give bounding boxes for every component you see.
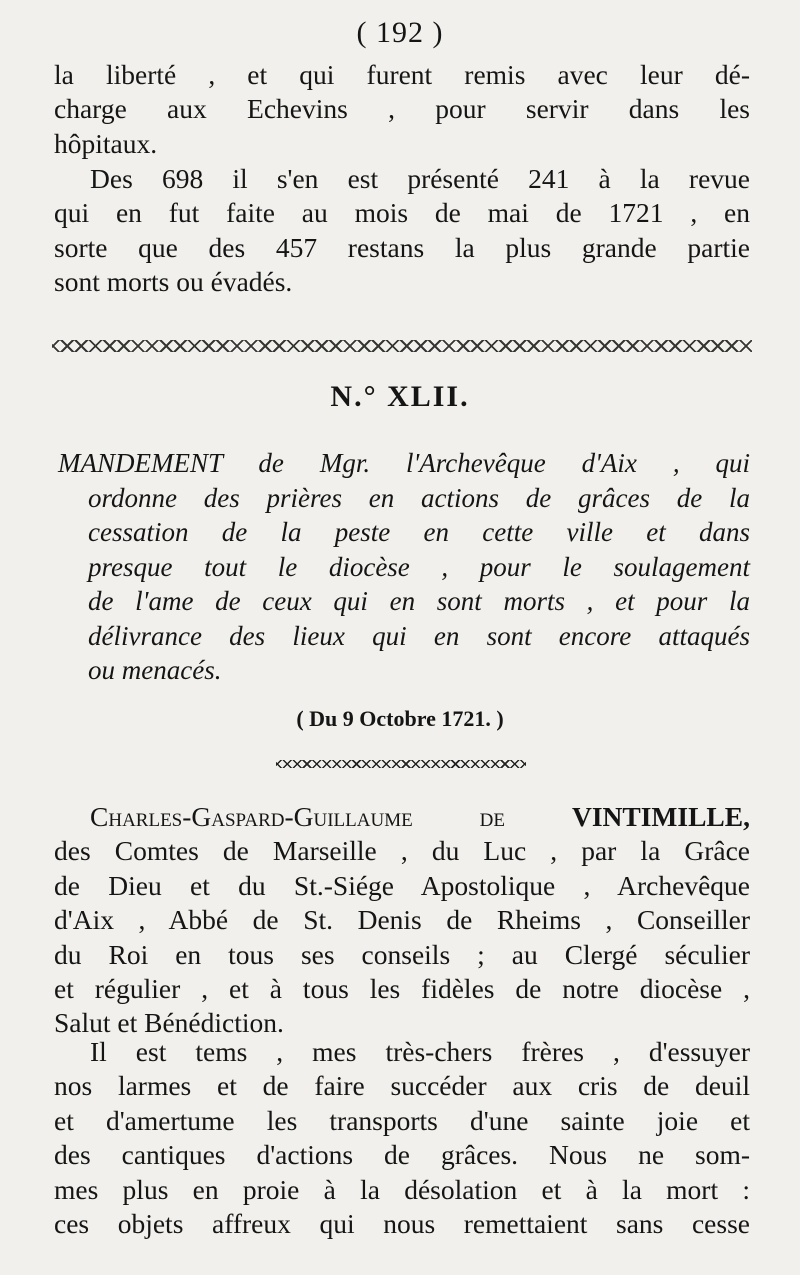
text-line: Des 698 il s'en est présenté 241 à la revue (90, 163, 750, 194)
continued-paragraph (54, 58, 750, 161)
heading-line: MANDEMENT de Mgr. l'Archevêque d'Aix , qui (58, 448, 750, 478)
heading-line: ordonne des prières en actions de grâces de la (88, 482, 750, 513)
text-line: sont morts ou évadés. (54, 266, 293, 298)
text-line: et d'amertume les transports d'une sainte joie et (54, 1104, 750, 1136)
text-line: d'Aix , Abbé de St. Denis de Rheims , Conseiller (54, 904, 750, 936)
mandate-name: Charles-Gaspard-Guillaume de (90, 801, 505, 832)
body-paragraph (54, 1035, 750, 1241)
text-line: hôpitaux. (54, 127, 158, 159)
text-line: mes plus en proie à la désolation et à la mort : (54, 1173, 750, 1205)
text-line: nos larmes et de faire succéder aux cris de deuil (54, 1070, 750, 1102)
text-line: du Roi en tous ses conseils ; au Clergé séculier (54, 938, 750, 970)
text-line: la liberté , et qui furent remis avec leur dé- (54, 59, 750, 90)
mandate-surname: VINTIMILLE, (571, 801, 750, 832)
date-line: ( Du 9 Octobre 1721. ) (296, 706, 504, 731)
text-line: Il est tems , mes très-chers frères , d'essuyer (90, 1036, 750, 1067)
text-line: Salut et Bénédiction. (54, 1007, 284, 1039)
text-line: des cantiques d'actions de grâces. Nous ne som- (54, 1139, 750, 1171)
text-line: des Comtes de Marseille , du Luc , par la Grâce (54, 835, 750, 867)
heading-line: presque tout le diocèse , pour le soulagement (88, 551, 750, 582)
text-line: qui en fut faite au mois de mai de 1721 , en (54, 197, 750, 229)
section-number: N.° XLII. (330, 380, 470, 413)
mandement-heading (58, 446, 750, 688)
page-number: ( 192 ) (356, 16, 444, 49)
text-line: de Dieu et du St.-Siége Apostolique , Archevêque (54, 869, 750, 901)
small-ornamental-rule (276, 760, 526, 768)
ornamental-rule (52, 340, 752, 352)
text-line: sorte que des 457 restans la plus grande partie (54, 231, 750, 263)
text-line: et régulier , et à tous les fidèles de notre diocèse , (54, 972, 750, 1004)
mandate-name-line (54, 800, 750, 834)
text-line: ces objets affreux qui nous remettaient sans cesse (54, 1207, 750, 1239)
heading-line: cessation de la peste en cette ville et dans (88, 517, 750, 547)
revue-paragraph (54, 162, 750, 300)
mandate-address (54, 800, 750, 1041)
text-line: charge aux Echevins , pour servir dans les (54, 93, 750, 125)
heading-line: de l'ame de ceux qui en sont morts , et pour la (88, 586, 750, 616)
heading-line: ou menacés. (88, 655, 222, 685)
heading-line: délivrance des lieux qui en sont encore attaqués (88, 620, 750, 651)
